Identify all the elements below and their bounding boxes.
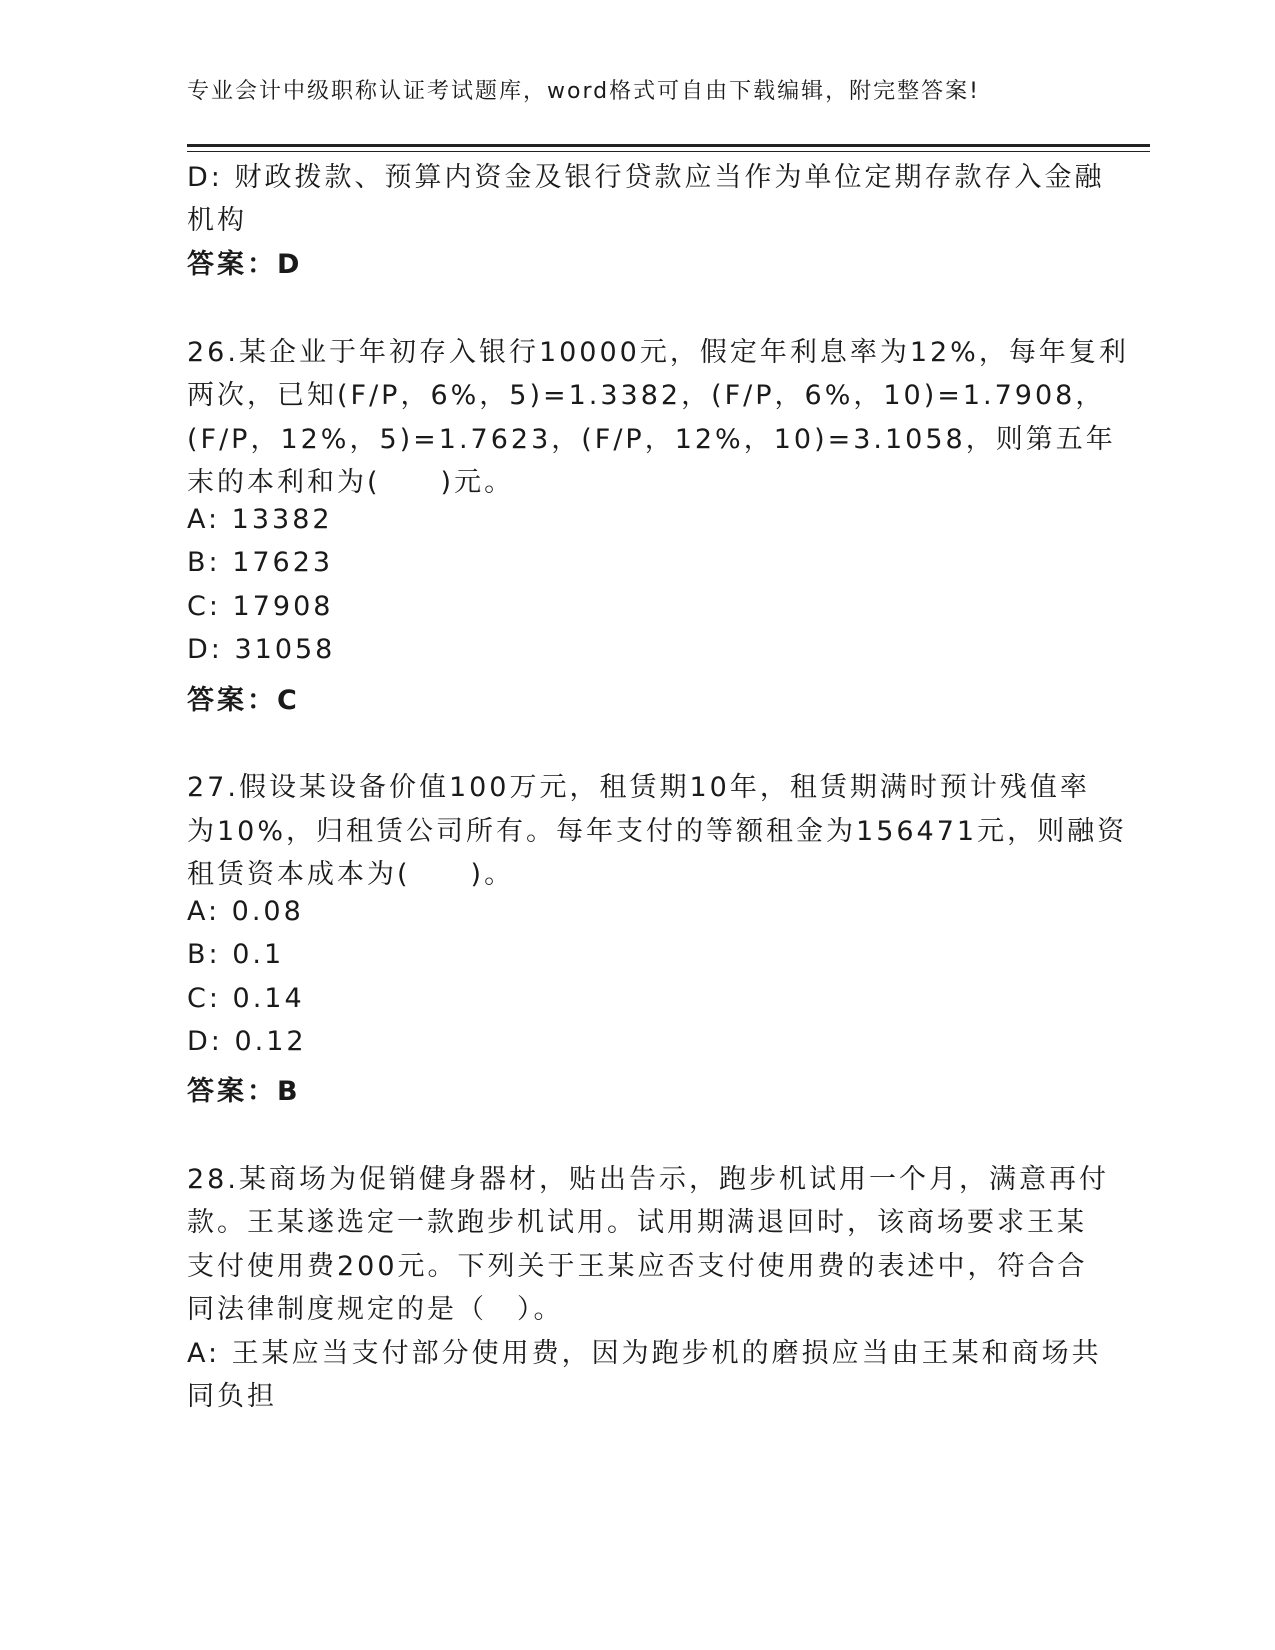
q25-option-d-line1: D: 财政拨款、预算内资金及银行贷款应当作为单位定期存款存入金融 (187, 162, 1105, 193)
q26-option-b: B: 17623 (187, 547, 334, 578)
q26-stem-line: (F/P，12%，5)=1.7623，(F/P，12%，10)=3.1058，则第五年 (187, 424, 1116, 455)
q25-option-d-line2: 机构 (187, 205, 247, 236)
q28-stem-line: 支付使用费200元。下列关于王某应否支付使用费的表述中，符合合 (187, 1251, 1088, 1282)
q26-option-a: A: 13382 (187, 504, 333, 535)
q28-stem-line: 款。王某遂选定一款跑步机试用。试用期满退回时，该商场要求王某 (187, 1207, 1087, 1238)
q25-answer: 答案：D (187, 249, 303, 280)
q28-option-a-line2: 同负担 (187, 1381, 277, 1412)
q26-stem-line: 末的本利和为( )元。 (187, 467, 515, 498)
q27-stem-line: 为10%，归租赁公司所有。每年支付的等额租金为156471元，则融资 (187, 816, 1128, 847)
header-rule-thick (187, 144, 1150, 147)
q27-option-b: B: 0.1 (187, 939, 285, 970)
header-rule-thin (187, 151, 1150, 152)
q27-stem-line: 27.假设某设备价值100万元，租赁期10年，租赁期满时预计残值率 (187, 772, 1090, 803)
q27-answer: 答案：B (187, 1076, 301, 1107)
q28-stem-line: 同法律制度规定的是（ ）。 (187, 1294, 564, 1325)
page-header: 专业会计中级职称认证考试题库，word格式可自由下载编辑，附完整答案! (187, 79, 980, 104)
q27-option-d: D: 0.12 (187, 1026, 307, 1057)
q28-stem-line: 28.某商场为促销健身器材，贴出告示，跑步机试用一个月，满意再付 (187, 1164, 1109, 1195)
q27-option-a: A: 0.08 (187, 896, 304, 927)
q27-stem-line: 租赁资本成本为( )。 (187, 859, 515, 890)
q26-option-d: D: 31058 (187, 634, 336, 665)
q26-answer: 答案：C (187, 685, 300, 716)
q26-option-c: C: 17908 (187, 591, 334, 622)
q26-stem-line: 两次，已知(F/P，6%，5)=1.3382，(F/P，6%，10)=1.7908， (187, 380, 1106, 411)
q28-option-a-line1: A: 王某应当支付部分使用费，因为跑步机的磨损应当由王某和商场共 (187, 1338, 1102, 1369)
q27-option-c: C: 0.14 (187, 983, 305, 1014)
q26-stem-line: 26.某企业于年初存入银行10000元，假定年利息率为12%，每年复利 (187, 337, 1129, 368)
